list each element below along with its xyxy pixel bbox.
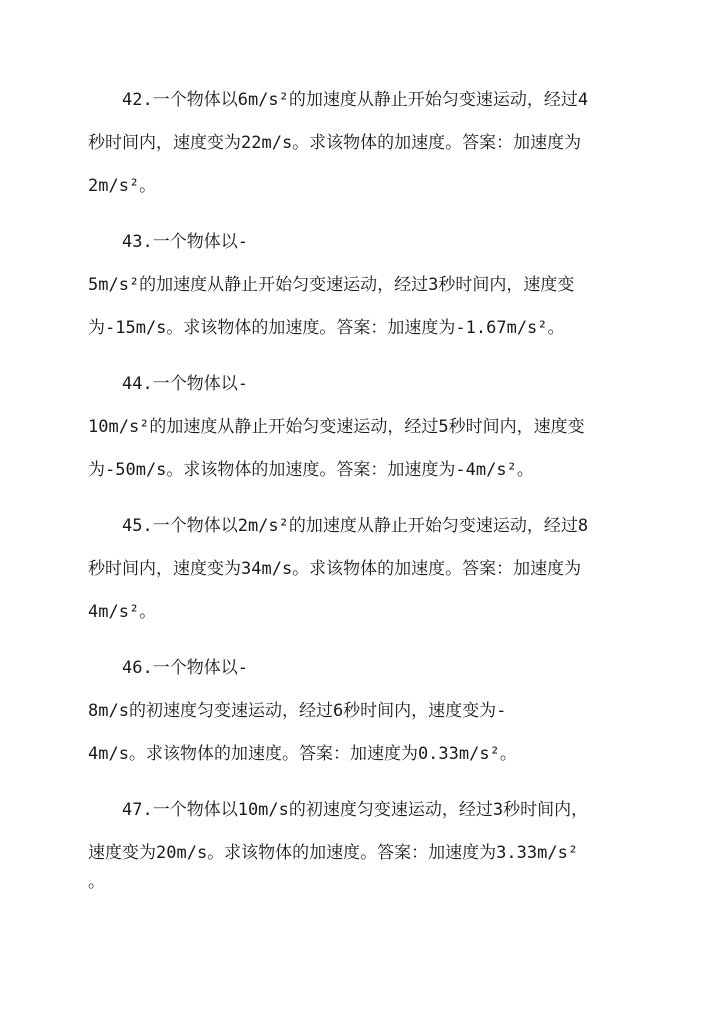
problem-42-line-3: 2m/s²。: [88, 176, 157, 196]
problem-47-line-3: 。: [88, 872, 105, 892]
problem-43-line-3: 为-15m/s。求该物体的加速度。答案：加速度为-1.67m/s²。: [88, 318, 565, 338]
problem-46-line-2: 8m/s的初速度匀变速运动，经过6秒时间内，速度变为-: [88, 701, 507, 721]
problem-44-line-2: 10m/s²的加速度从静止开始匀变速运动，经过5秒时间内，速度变: [88, 417, 585, 437]
problem-42-line-2: 秒时间内，速度变为22m/s。求该物体的加速度。答案：加速度为: [88, 133, 582, 153]
problem-44-line-1: 44.一个物体以-: [122, 374, 248, 394]
problem-47-line-1: 47.一个物体以10m/s的初速度匀变速运动，经过3秒时间内，: [122, 800, 589, 820]
problem-47-line-2: 速度变为20m/s。求该物体的加速度。答案：加速度为3.33m/s²: [88, 843, 579, 863]
problem-46-line-1: 46.一个物体以-: [122, 658, 248, 678]
problem-43-line-2: 5m/s²的加速度从静止开始匀变速运动，经过3秒时间内，速度变: [88, 275, 575, 295]
problem-46-line-3: 4m/s。求该物体的加速度。答案：加速度为0.33m/s²。: [88, 744, 517, 764]
problem-43-line-1: 43.一个物体以-: [122, 232, 248, 252]
problem-42-line-1: 42.一个物体以6m/s²的加速度从静止开始匀变速运动，经过4: [122, 90, 589, 110]
problem-44-line-3: 为-50m/s。求该物体的加速度。答案：加速度为-4m/s²。: [88, 460, 534, 480]
problem-45-line-3: 4m/s²。: [88, 602, 157, 622]
problem-45-line-2: 秒时间内，速度变为34m/s。求该物体的加速度。答案：加速度为: [88, 559, 582, 579]
problem-45-line-1: 45.一个物体以2m/s²的加速度从静止开始匀变速运动，经过8: [122, 516, 589, 536]
